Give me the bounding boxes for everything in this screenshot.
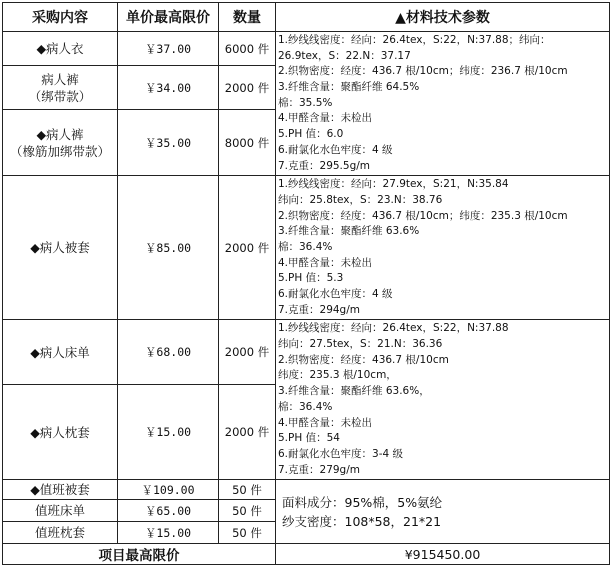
spec-cell-2: [276, 176, 610, 320]
spec-line: 7.克重：295.5g/m: [278, 159, 371, 172]
spec-line: 面料成分：95%棉，5%氨纶: [282, 494, 443, 510]
item-subtitle: （橡筋加绑带款）: [9, 143, 110, 159]
qty-cell: 50 件: [219, 480, 276, 500]
spec-line: 1.纱线线密度：经向：26.4tex，S:22，N:37.88；纬向：: [278, 34, 551, 46]
price-cell: ￥68.00: [118, 320, 219, 385]
spec-line: 2.织物密度：经度：436.7 根/10cm；纬度：235.3 根/10cm: [278, 209, 568, 222]
qty-cell: 8000 件: [219, 110, 276, 176]
spec-line: 4.甲醛含量：未检出: [278, 256, 373, 269]
price-cell: ￥34.00: [118, 66, 219, 110]
item-cell: ◆病人枕套: [3, 385, 118, 480]
spec-line: 3.纤维含量：聚酯纤维 64.5%: [278, 81, 420, 94]
spec-line: 4.甲醛含量：未检出: [278, 416, 373, 429]
item-cell: [3, 110, 118, 176]
spec-line: 5.PH 值：6.0: [278, 128, 344, 141]
item-name: ◆病人裤: [36, 126, 84, 142]
total-row: [3, 544, 610, 565]
item-cell: 值班床单: [3, 500, 118, 522]
price-cell: ￥109.00: [118, 480, 219, 500]
spec-cell-3: [276, 320, 610, 480]
price-cell: ￥65.00: [118, 500, 219, 522]
item-cell: ◆病人被套: [3, 176, 118, 320]
spec-line: 纬向：27.5tex，S：21.N：36.36: [278, 338, 443, 351]
table-row: [3, 176, 610, 320]
spec-line: 纬向：25.8tex，S：23.N：38.76: [278, 193, 443, 206]
qty-cell: 2000 件: [219, 320, 276, 385]
price-cell: ￥37.00: [118, 32, 219, 66]
spec-line: 纬度：235.3 根/10cm，: [278, 369, 397, 382]
qty-cell: 6000 件: [219, 32, 276, 66]
spec-line: 1.纱线线密度：经向：26.4tex，S:22，N:37.88: [278, 322, 509, 335]
item-cell: ◆病人衣: [3, 32, 118, 66]
spec-line: 26.9tex，S：22.N：37.17: [278, 49, 411, 62]
qty-cell: 2000 件: [219, 385, 276, 480]
price-cell: ￥15.00: [118, 522, 219, 544]
item-cell: ◆病人床单: [3, 320, 118, 385]
spec-line: 7.克重：279g/m: [278, 463, 360, 476]
spec-line: 7.克重：294g/m: [278, 303, 360, 316]
qty-cell: 50 件: [219, 500, 276, 522]
header-row: [3, 3, 610, 32]
spec-cell-1: [276, 32, 610, 176]
spec-line: 2.织物密度：经度：436.7 根/10cm: [278, 353, 449, 366]
table-row: [3, 320, 610, 385]
header-price: 单价最高限价: [118, 3, 219, 32]
spec-cell-4: [276, 480, 610, 544]
header-qty: 数量: [219, 3, 276, 32]
spec-line: 2.织物密度：经度：436.7 根/10cm；纬度：236.7 根/10cm: [278, 65, 568, 78]
total-label: 项目最高限价: [3, 544, 276, 565]
qty-cell: 50 件: [219, 522, 276, 544]
item-subtitle: （绑带款）: [28, 88, 92, 104]
price-cell: ￥85.00: [118, 176, 219, 320]
table-row: [3, 480, 610, 500]
spec-line: 6.耐氯化水色牢度：3-4 级: [278, 447, 404, 460]
item-cell: ◆值班被套: [3, 480, 118, 500]
spec-line: 3.纤维含量：聚酯纤维 63.6%: [278, 225, 420, 238]
price-cell: ￥35.00: [118, 110, 219, 176]
item-cell: [3, 66, 118, 110]
qty-cell: 2000 件: [219, 176, 276, 320]
item-cell: 值班枕套: [3, 522, 118, 544]
procurement-table: [2, 2, 610, 565]
spec-line: 6.耐氯化水色牢度：4 级: [278, 288, 393, 300]
spec-line: 4.甲醛含量：未检出: [278, 112, 373, 125]
spec-line: 棉：35.5%: [278, 96, 333, 109]
qty-cell: 2000 件: [219, 66, 276, 110]
total-value: ¥915450.00: [276, 544, 610, 565]
spec-line: 纱支密度：108*58，21*21: [282, 513, 442, 529]
spec-line: 6.耐氯化水色牢度：4 级: [278, 143, 393, 156]
spec-line: 1.纱线线密度：经向：27.9tex，S:21，N:35.84: [278, 178, 509, 191]
spec-line: 5.PH 值：54: [278, 432, 340, 445]
table-row: [3, 32, 610, 66]
header-item: 采购内容: [3, 3, 118, 32]
item-name: 病人裤: [41, 71, 79, 87]
header-spec: ▲材料技术参数: [276, 3, 610, 32]
price-cell: ￥15.00: [118, 385, 219, 480]
spec-line: 3.纤维含量：聚酯纤维 63.6%，: [278, 385, 430, 398]
spec-line: 棉：36.4%: [278, 240, 333, 253]
spec-line: 棉：36.4%: [278, 400, 333, 413]
spec-line: 5.PH 值：5.3: [278, 272, 344, 285]
